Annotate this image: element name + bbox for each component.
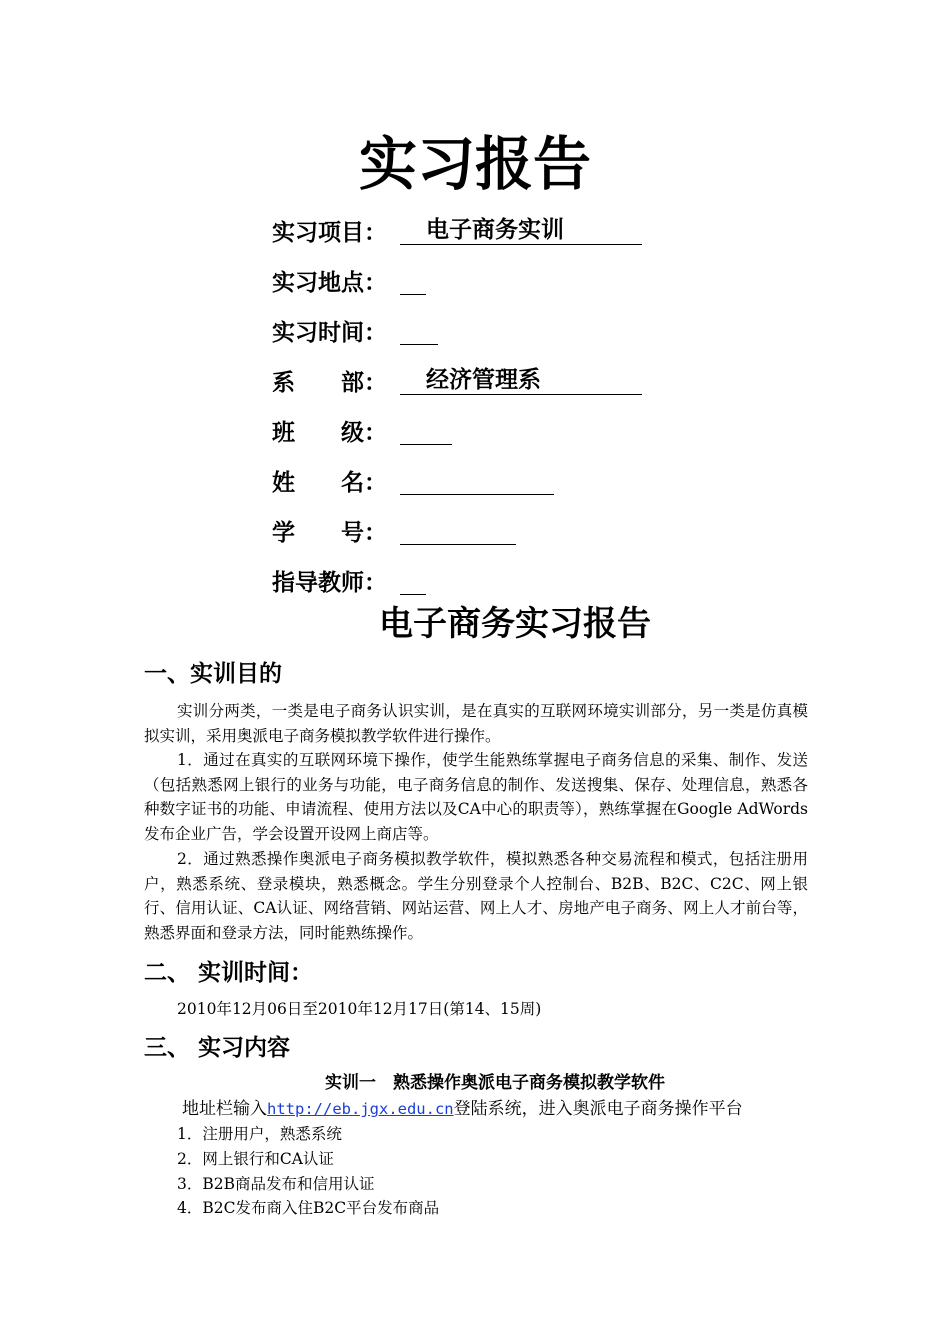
url-instruction [182, 1096, 743, 1122]
info-row-class [272, 405, 642, 455]
page-title: 实习报告 [358, 130, 591, 198]
info-value-time [400, 315, 438, 345]
info-value-project: 电子商务实训 [400, 215, 642, 245]
info-label: 姓 名： [272, 469, 387, 496]
section-heading-time: 二、 实训时间： [144, 960, 314, 986]
list-item: 3．B2B商品发布和信用认证 [177, 1175, 375, 1193]
info-block [272, 205, 642, 605]
info-row-name [272, 455, 642, 505]
info-row-student-id [272, 505, 642, 555]
system-url-link[interactable]: http://eb.jgx.edu.cn [267, 1100, 454, 1118]
url-suffix: 登陆系统，进入奥派电子商务操作平台 [453, 1099, 743, 1119]
info-row-advisor [272, 555, 642, 605]
info-value-department: 经济管理系 [400, 365, 642, 395]
info-label: 指导教师： [272, 569, 387, 596]
paragraph-intro: 实训分两类，一类是电子商务认识实训，是在真实的互联网环境实训部分，另一类是仿真模拟实训，采用奥派电子商务模拟教学软件进行操作。 [144, 702, 808, 745]
info-value-advisor [400, 565, 426, 595]
info-row-project [272, 205, 642, 255]
section-heading-purpose: 一、实训目的 [144, 661, 282, 687]
info-row-department [272, 355, 642, 405]
url-prefix: 地址栏输入 [182, 1099, 267, 1119]
info-row-time [272, 305, 642, 355]
info-label: 班 级： [272, 419, 387, 446]
paragraph-point-1: 1．通过在真实的互联网环境下操作，使学生能熟练掌握电子商务信息的采集、制作、发送（包括熟悉网上银行的业务与功能，电子商务信息的制作、发送搜集、保存、处理信息，熟悉各种数字证书的功能、申请流程、使用方法以及CA中心的职责等），熟练掌握在Google AdWords发布企业广告，学会设置开设网上商店等。 [144, 751, 808, 843]
list-item: 1．注册用户，熟悉系统 [177, 1125, 342, 1143]
list-item: 2．网上银行和CA认证 [177, 1150, 334, 1168]
info-value-location [400, 265, 426, 295]
list-item: 4．B2C发布商入住B2C平台发布商品 [177, 1199, 440, 1217]
training-1-title: 实训一 熟悉操作奥派电子商务模拟教学软件 [325, 1073, 665, 1093]
info-label: 实习项目： [272, 219, 387, 246]
info-label: 实习地点： [272, 269, 387, 296]
info-value-class [400, 415, 452, 445]
training-period: 2010年12月06日至2010年12月17日(第14、15周) [177, 1000, 542, 1018]
info-value-name [400, 465, 554, 495]
info-label: 学 号： [272, 519, 387, 546]
info-label: 系 部： [272, 369, 387, 396]
info-row-location [272, 255, 642, 305]
info-label: 实习时间： [272, 319, 387, 346]
paragraph-point-2: 2．通过熟悉操作奥派电子商务模拟教学软件，模拟熟悉各种交易流程和模式，包括注册用户，熟悉系统、登录模块，熟悉概念。学生分别登录个人控制台、B2B、B2C、C2C、网上银行、信用认证、CA认证、网络营销、网站运营、网上人才、房地产电子商务、网上人才前台等，熟悉界面和登录方法，同时能熟练操作。 [144, 850, 808, 942]
report-subtitle: 电子商务实习报告 [379, 604, 651, 644]
info-value-student-id [400, 515, 516, 545]
section-heading-content: 三、 实习内容 [144, 1035, 291, 1061]
